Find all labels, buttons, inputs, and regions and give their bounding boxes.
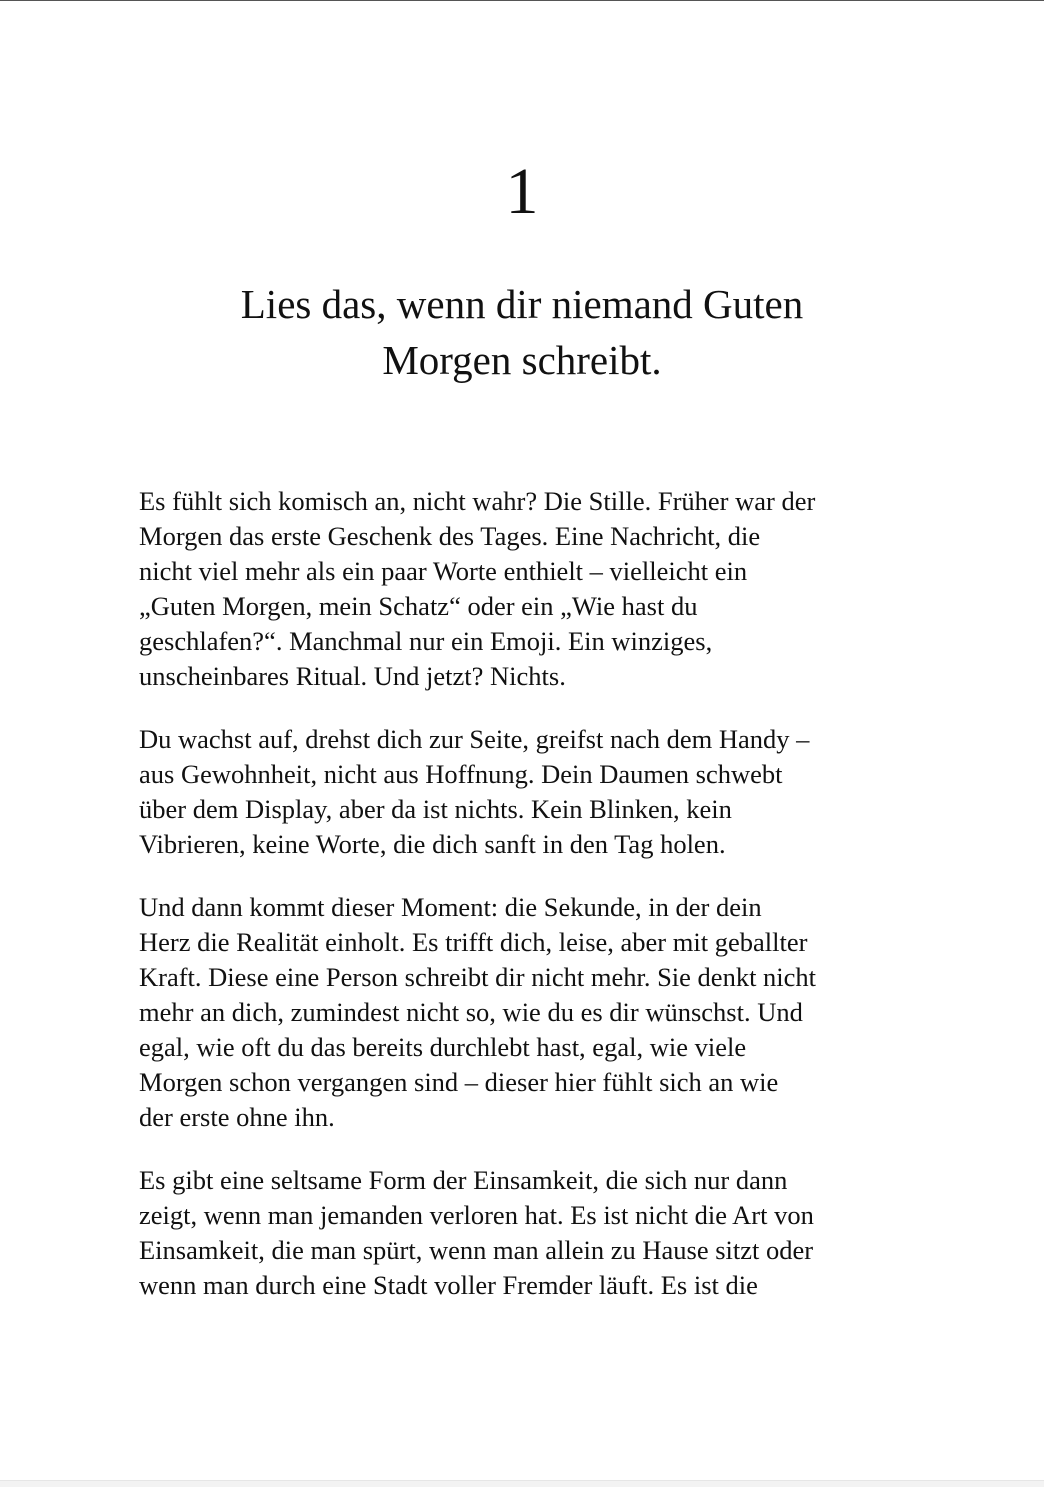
text-line: Vibrieren, keine Worte, die dich sanft in den Tag holen. <box>139 829 726 859</box>
text-line: Herz die Realität einholt. Es trifft dich, leise, aber mit geballter <box>139 927 808 957</box>
text-line: über dem Display, aber da ist nichts. Kein Blinken, kein <box>139 794 732 824</box>
text-line: unscheinbares Ritual. Und jetzt? Nichts. <box>139 661 566 691</box>
text-line: der erste ohne ihn. <box>139 1102 335 1132</box>
text-line: wenn man durch eine Stadt voller Fremder läuft. Es ist die <box>139 1270 758 1300</box>
paragraph <box>139 890 919 1135</box>
text-line: mehr an dich, zumindest nicht so, wie du es dir wünschst. Und <box>139 997 803 1027</box>
text-line: Du wachst auf, drehst dich zur Seite, greifst nach dem Handy – <box>139 724 810 754</box>
chapter-title <box>180 276 864 388</box>
text-line: egal, wie oft du das bereits durchlebt hast, egal, wie viele <box>139 1032 747 1062</box>
paragraph <box>139 722 919 862</box>
text-line: Und dann kommt dieser Moment: die Sekunde, in der dein <box>139 892 762 922</box>
text-line: Es fühlt sich komisch an, nicht wahr? Die Stille. Früher war der <box>139 486 816 516</box>
text-line: Einsamkeit, die man spürt, wenn man allein zu Hause sitzt oder <box>139 1235 814 1265</box>
chapter-title-line: Lies das, wenn dir niemand Guten <box>240 281 804 327</box>
text-line: aus Gewohnheit, nicht aus Hoffnung. Dein Daumen schwebt <box>139 759 783 789</box>
text-line: Morgen das erste Geschenk des Tages. Eine Nachricht, die <box>139 521 761 551</box>
text-line: Morgen schon vergangen sind – dieser hier fühlt sich an wie <box>139 1067 779 1097</box>
text-line: „Guten Morgen, mein Schatz“ oder ein „Wie hast du <box>139 591 698 621</box>
text-line: Es gibt eine seltsame Form der Einsamkeit, die sich nur dann <box>139 1165 788 1195</box>
paragraph <box>139 1163 919 1303</box>
text-line: geschlafen?“. Manchmal nur ein Emoji. Ein winziges, <box>139 626 713 656</box>
bottom-border <box>0 1480 1044 1487</box>
text-line: Kraft. Diese eine Person schreibt dir nicht mehr. Sie denkt nicht <box>139 962 817 992</box>
text-line: nicht viel mehr als ein paar Worte enthielt – vielleicht ein <box>139 556 748 586</box>
text-line: zeigt, wenn man jemanden verloren hat. Es ist nicht die Art von <box>139 1200 814 1230</box>
chapter-number: 1 <box>505 155 539 228</box>
chapter-body <box>139 484 919 1331</box>
paragraph <box>139 484 919 694</box>
chapter-title-line: Morgen schreibt. <box>382 337 662 383</box>
